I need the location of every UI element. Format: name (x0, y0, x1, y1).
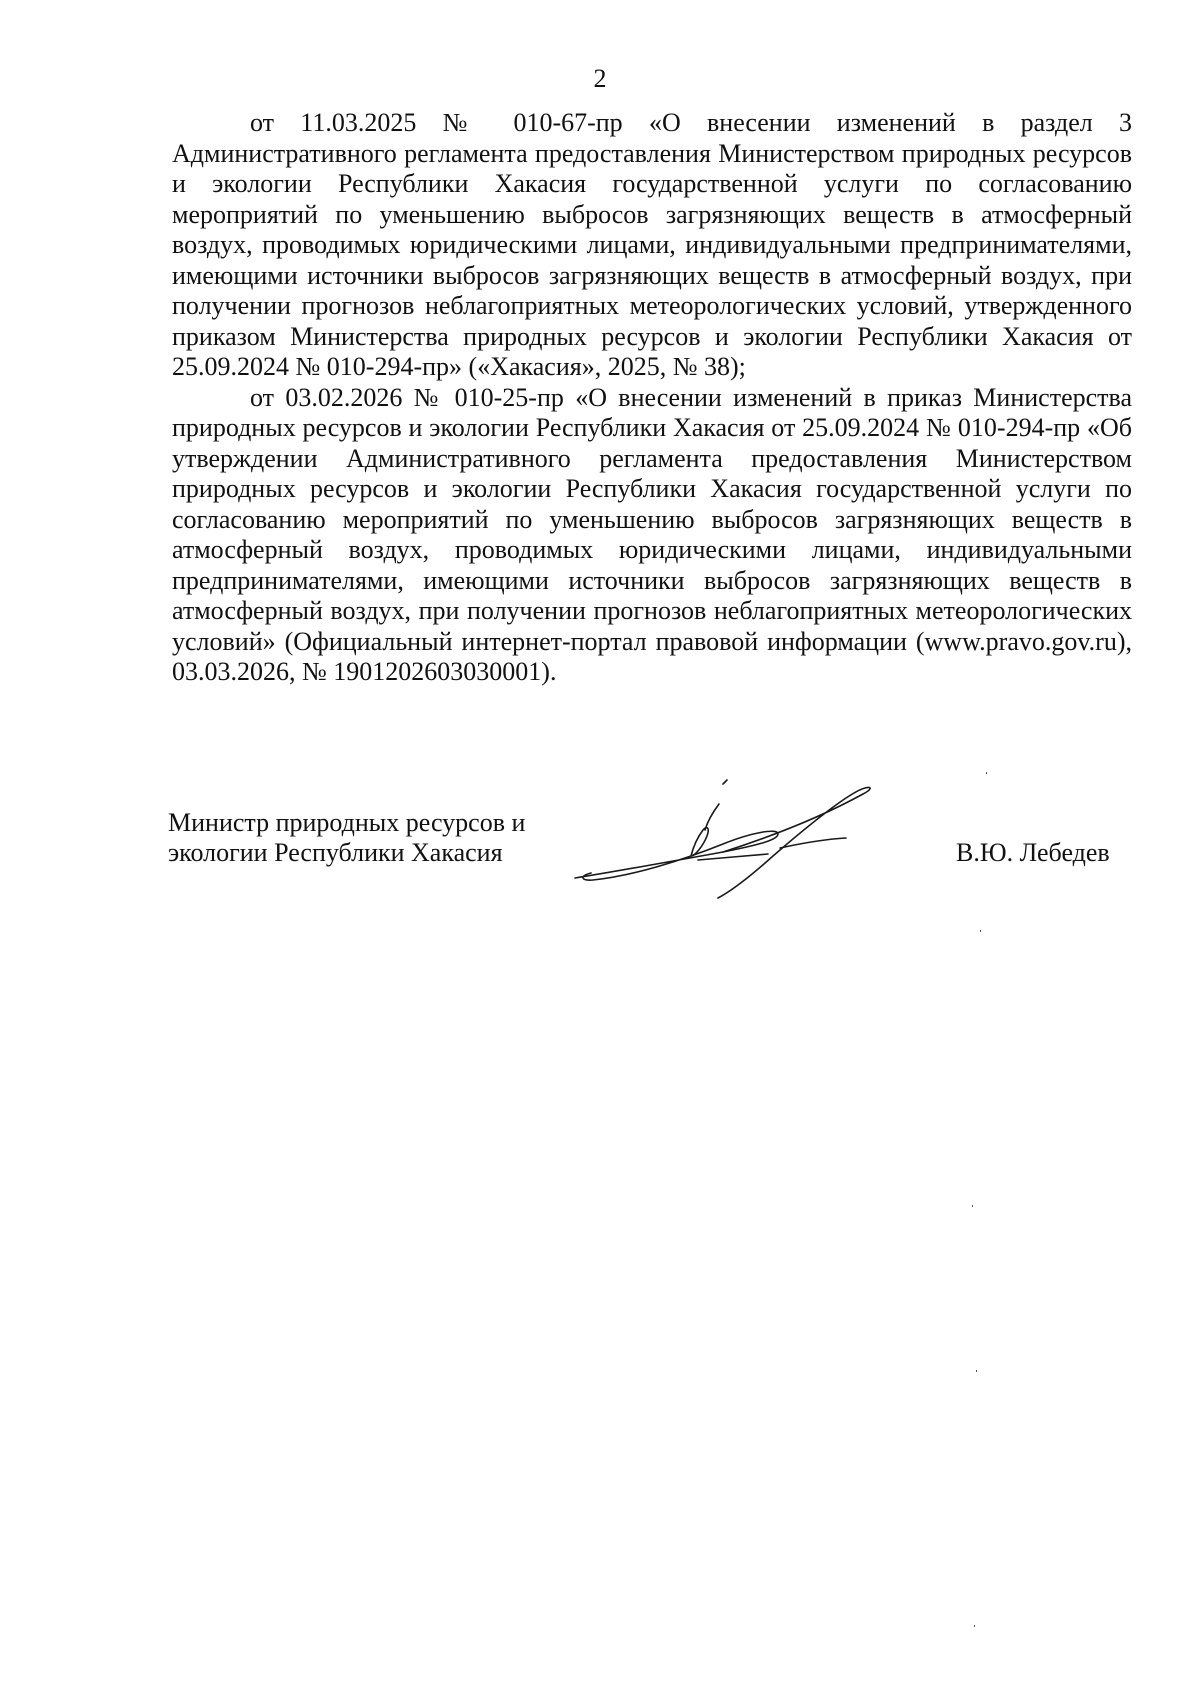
signature-block (168, 790, 1128, 890)
paragraph-order-2026: от 03.02.2026 № 010-25-пр «О внесении изменений в приказ Министерства природных ресурсов и экологии Республики Хакасия от 25.09.2024 № 010-294-пр «Об утверждении Административного регламента предоставления Министерством природных ресурсов и экологии Республики Хакасия государственной услуги по согласованию мероприятий по уменьшению выбросов загрязняющих веществ в атмосферный воздух, проводимых юридическими лицами, индивидуальными предпринимателями, имеющими источники выбросов загрязняющих веществ в атмосферный воздух, при получении прогнозов неблагоприятных метеорологических условий» (Официальный интернет-портал правовой информации (www.pravo.gov.ru), 03.03.2026, № 1901202603030001). (172, 382, 1132, 686)
signer-position (168, 808, 525, 868)
scan-speck (986, 772, 987, 774)
scan-speck (974, 1625, 975, 1627)
paragraph-order-2025: от 11.03.2025 № 010-67-пр «О внесении изменений в раздел 3 Административного регламента предоставления Министерством природных ресурсов и экологии Республики Хакасия государственной услуги по согласованию мероприятий по уменьшению выбросов загрязняющих веществ в атмосферный воздух, проводимых юридическими лицами, индивидуальными предпринимателями, имеющими источники выбросов загрязняющих веществ в атмосферный воздух, при получении прогнозов неблагоприятных метеорологических условий, утвержденного приказом Министерства природных ресурсов и экологии Республики Хакасия от 25.09.2024 № 010-294-пр» («Хакасия», 2025, № 38); (172, 108, 1132, 381)
signer-position-line-1: Министр природных ресурсов и (168, 808, 526, 837)
signer-position-line-2: экологии Республики Хакасия (168, 838, 503, 867)
signer-name: В.Ю. Лебедев (956, 838, 1110, 867)
scan-speck (972, 1205, 973, 1207)
document-body (172, 108, 1132, 688)
page-number: 2 (593, 64, 607, 93)
scan-speck (976, 1370, 977, 1372)
scan-speck (980, 930, 981, 932)
handwritten-signature (573, 772, 903, 902)
